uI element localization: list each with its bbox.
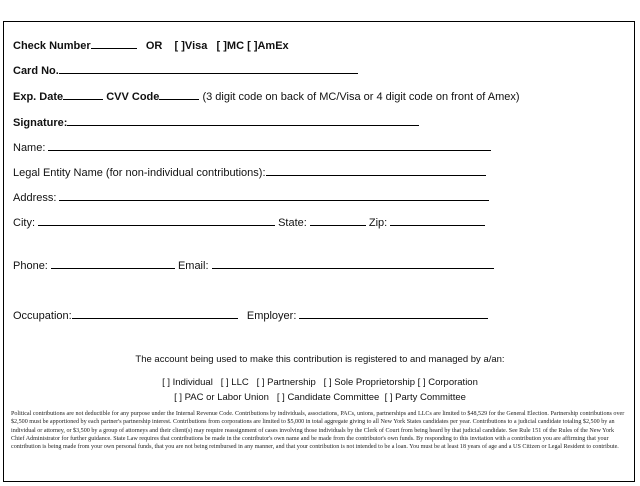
occupation-label: Occupation: (13, 310, 72, 322)
employer-field[interactable] (299, 307, 488, 319)
state-label: State: (278, 217, 307, 229)
address-row (13, 189, 489, 205)
signature-field[interactable] (67, 114, 419, 126)
check-number-field[interactable] (91, 37, 137, 49)
signature-row (13, 114, 419, 130)
cvv-label: CVV Code (106, 91, 160, 103)
legal-entity-field[interactable] (266, 164, 486, 176)
mc-checkbox[interactable]: [ ]MC (216, 40, 245, 52)
cvv-field[interactable] (159, 88, 199, 100)
employer-label: Employer: (246, 310, 297, 322)
city-label: City: (13, 217, 35, 229)
address-field[interactable] (59, 189, 489, 201)
email-field[interactable] (212, 257, 494, 269)
occupation-employer-row (13, 307, 488, 323)
zip-label: Zip: (368, 217, 388, 229)
account-type-options-row2[interactable]: [ ] PAC or Labor Union [ ] Candidate Committee [ ] Party Committee (174, 392, 466, 403)
card-number-label: Card No. (13, 65, 59, 77)
visa-checkbox[interactable]: [ ]Visa (174, 40, 208, 52)
card-number-row (13, 62, 358, 78)
name-field[interactable] (48, 139, 491, 151)
amex-checkbox[interactable]: [ ]AmEx (247, 40, 289, 52)
name-label: Name: (13, 142, 46, 154)
exp-cvv-row (13, 88, 520, 104)
legal-entity-row (13, 164, 486, 180)
check-number-label: Check Number (13, 40, 91, 52)
zip-field[interactable] (390, 214, 485, 226)
account-type-options-row1[interactable]: [ ] Individual [ ] LLC [ ] Partnership [ ] Sole Proprietorship [ ] Corporation (162, 377, 478, 388)
phone-label: Phone: (13, 260, 48, 272)
account-statement: The account being used to make this contribution is registered to and managed by a/an: (135, 354, 505, 365)
name-row (13, 139, 491, 155)
occupation-field[interactable] (72, 307, 238, 319)
card-number-field[interactable] (59, 62, 358, 74)
city-field[interactable] (38, 214, 275, 226)
state-field[interactable] (310, 214, 366, 226)
email-label: Email: (177, 260, 209, 272)
signature-label: Signature: (13, 117, 68, 129)
phone-email-row (13, 257, 494, 273)
legal-disclaimer: Political contributions are not deductible for any purpose under the Internal Revenue Code. Contributions by individuals, associations, PACs, unions, partnerships and LLCs are limited to $48,529 for the General Election. Partnership contributions over $2,500 must be apportioned by each partner's partnership interest. Contributions from corporations are limited to $5,000 in total aggregate giving to all New York States candidates per year. Contributions to a judicial candidate totaling $2,500 by an individual or attorney, or $3,500 by a group of attorneys and their client(s) may require reassignment of cases involving those individuals by the Clerk of Court from being heard by that judicial candidate. See Rule 151 of the Rules of the New York Chief Administrator for further guidance. State Law requires that contributions be made in the contributor's own name and be made from the contributor's own funds. By responding to this invitation with a contribution you are affirming that your contribution is being made from your own personal funds, that you are not being reimbursed in any manner, and that your contribution is not intended to be a loan. You must be at least 18 years of age and a US Citizen or Legal Resident to contribute. (11, 411, 625, 451)
exp-date-label: Exp. Date (13, 91, 64, 103)
payment-method-row (13, 37, 289, 53)
phone-field[interactable] (51, 257, 175, 269)
legal-entity-label: Legal Entity Name (for non-individual contributions): (13, 167, 266, 179)
or-label: OR (145, 40, 163, 52)
address-label: Address: (13, 192, 57, 204)
city-state-zip-row (13, 214, 485, 230)
exp-date-field[interactable] (63, 88, 103, 100)
cvv-note: (3 digit code on back of MC/Visa or 4 digit code on front of Amex) (202, 91, 520, 103)
